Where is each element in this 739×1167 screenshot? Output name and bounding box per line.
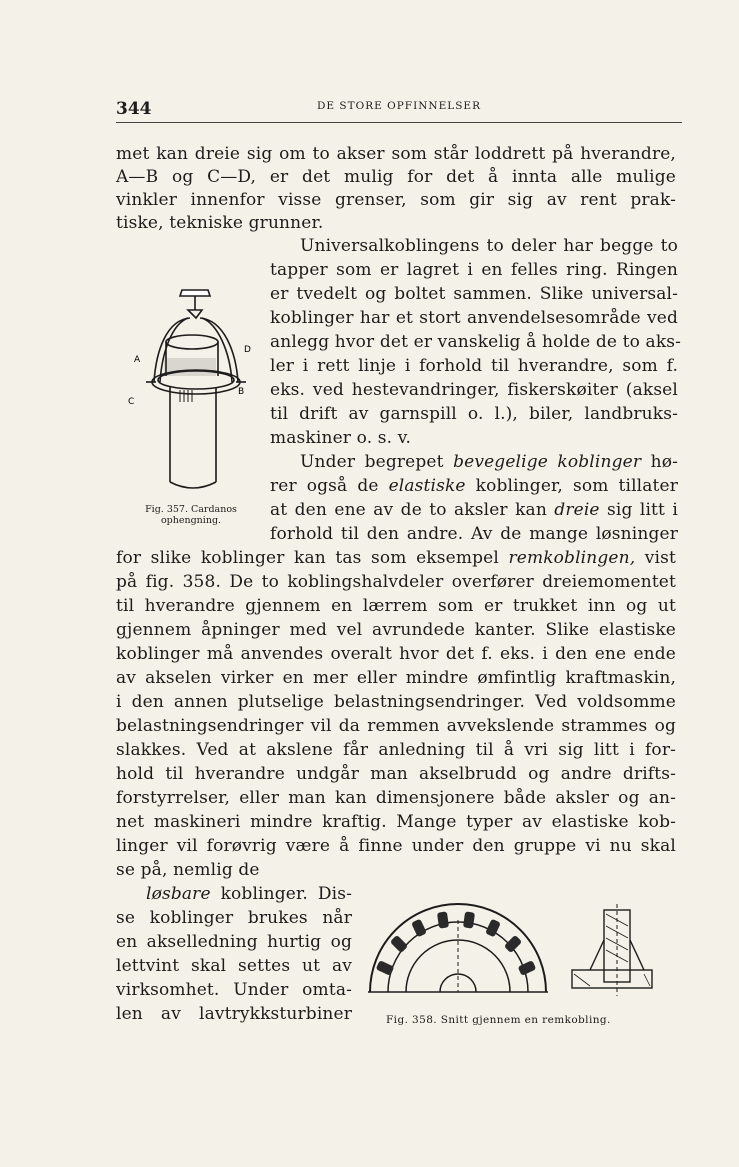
figure-357-caption: Fig. 357. Cardanos ophengning.	[145, 504, 237, 526]
emphasis-term: dreie	[554, 500, 600, 520]
text-segment: koblinger, som tillater	[475, 476, 678, 496]
text-line: linger vil forøvrig være å finne under den gruppe vi nu skal	[116, 836, 676, 856]
belt-coupling-figure	[360, 900, 660, 1000]
label-d: D	[244, 345, 251, 355]
text-segment: rer også de	[270, 476, 379, 496]
emphasis-term: bevegelige koblinger	[453, 452, 642, 472]
text-line: koblinger må anvendes overalt hvor det f. eks. i den ene ende	[116, 644, 676, 664]
text-line: gjennem åpninger med vel avrundede kanter. Slike elastiske	[116, 620, 676, 640]
text-line: slakkes. Ved at akslene får anledning til å vri sig litt i for-	[116, 740, 676, 760]
text-line: hold til hverandre undgår man akselbrudd og andre drifts-	[116, 764, 676, 784]
text-line: tapper som er lagret i en felles ring. Ringen	[270, 260, 678, 280]
label-a: A	[134, 355, 141, 365]
label-c: C	[128, 397, 135, 407]
text-line: en akselledning hurtig og	[116, 932, 352, 952]
text-line: lettvint skal settes ut av	[116, 956, 352, 976]
text-line: maskiner o. s. v.	[270, 428, 412, 448]
text-line: til drift av garnspill o. l.), biler, landbruks-	[270, 404, 678, 424]
text-line: er tvedelt og boltet sammen. Slike universal-	[270, 284, 678, 304]
text-line	[116, 883, 352, 906]
text-line: forhold til den andre. Av de mange løsninger	[270, 524, 678, 544]
text-line: se på, nemlig de	[116, 860, 260, 880]
text-line: forstyrrelser, eller man kan dimensjonere både aksler og an-	[116, 788, 676, 808]
text-segment: hø-	[650, 452, 678, 472]
text-line	[270, 499, 678, 522]
text-line: tiske, tekniske grunner.	[116, 213, 324, 233]
text-line: koblinger har et stort anvendelsesområde ved	[270, 308, 678, 328]
running-title: DE STORE OPFINNELSER	[316, 100, 482, 112]
emphasis-term: remkoblingen,	[508, 548, 636, 568]
text-segment: for slike koblinger kan tas som eksempel	[116, 548, 499, 568]
text-line: vinkler innenfor visse grenser, som gir sig av rent prak-	[116, 190, 676, 210]
text-line: ler i rett linje i forhold til hverandre, som f.	[270, 356, 678, 376]
text-segment: koblinger. Dis-	[220, 884, 352, 904]
text-line: eks. ved hestevandringer, fiskerskøiter (aksel	[270, 380, 678, 400]
text-line: Universalkoblingens to deler har begge to	[300, 236, 678, 256]
label-b: B	[238, 387, 245, 397]
figure-358-caption: Fig. 358. Snitt gjennem en remkobling.	[386, 1014, 611, 1026]
text-segment: sig litt i	[607, 500, 678, 520]
emphasis-term: løsbare	[146, 884, 211, 904]
text-line: anlegg hvor det er vanskelig å holde de to aks-	[270, 332, 682, 352]
text-segment: at den ene av de to aksler kan	[270, 500, 547, 520]
text-line: net maskineri mindre kraftig. Mange typer av elastiske kob-	[116, 812, 676, 832]
text-segment: Under begrepet	[300, 452, 444, 472]
page-number: 344	[116, 99, 152, 119]
text-line	[116, 547, 676, 570]
text-line: A—B og C—D, er det mulig for det å innta alle mulige	[116, 167, 676, 187]
text-line: i den annen plutselige belastningsendringer. Ved voldsomme	[116, 692, 676, 712]
page-header	[116, 96, 682, 123]
text-line: belastningsendringer vil da remmen avvekslende strammes og	[116, 716, 676, 736]
text-line	[270, 451, 678, 474]
emphasis-term: elastiske	[388, 476, 466, 496]
text-line: met kan dreie sig om to akser som står loddrett på hverandre,	[116, 144, 676, 164]
text-line: til hverandre gjennem en lærrem som er trukket inn og ut	[116, 596, 676, 616]
text-line	[270, 475, 678, 498]
text-line: virksomhet. Under omta-	[116, 980, 352, 1000]
text-line: av akselen virker en mer eller mindre ømfintlig kraftmaskin,	[116, 668, 676, 688]
text-line: på fig. 358. De to koblingshalvdeler overfører dreiemomentet	[116, 572, 676, 592]
text-segment: vist	[644, 548, 676, 568]
cardan-suspension-figure	[126, 282, 266, 502]
text-line: len av lavtrykksturbiner	[116, 1004, 352, 1024]
text-line: se koblinger brukes når	[116, 908, 352, 928]
